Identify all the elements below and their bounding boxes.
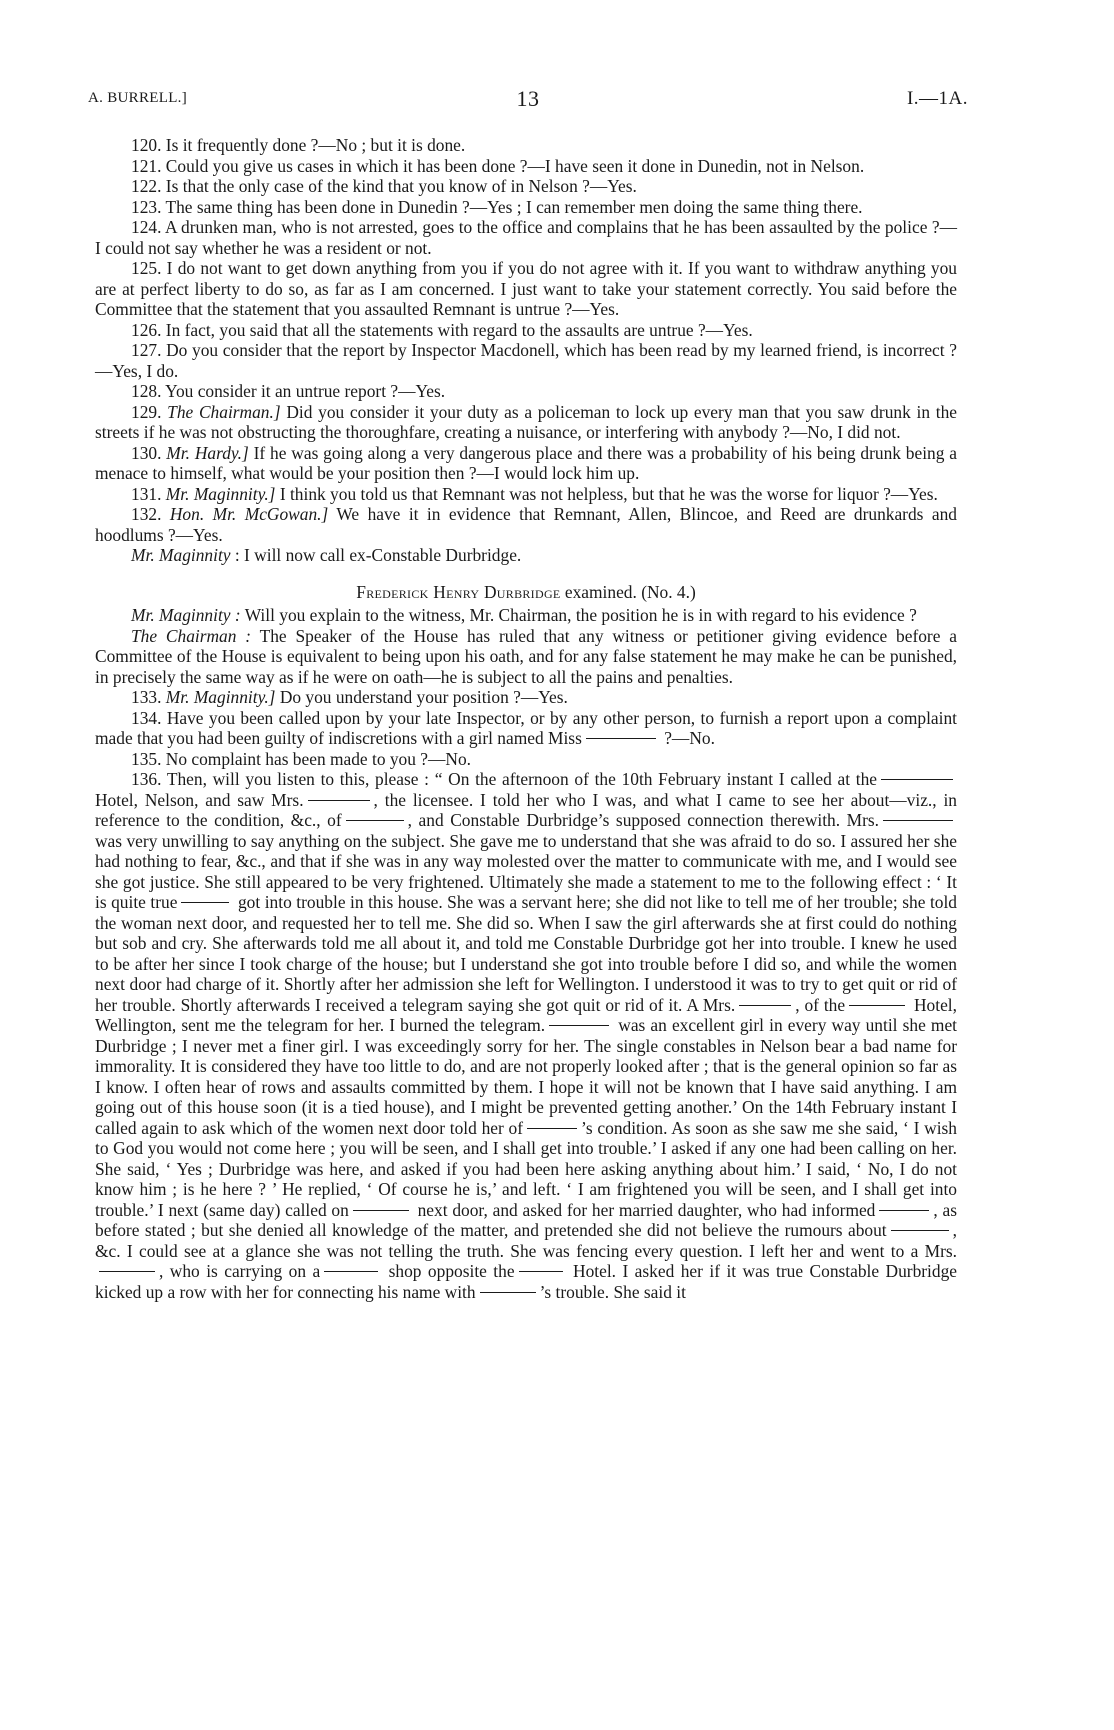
redaction-dash xyxy=(849,1005,905,1006)
question-136 xyxy=(95,769,957,1302)
question-127: 127. Do you consider that the report by Inspector Macdonell, which has been read by my learned friend, is incorrect ?—Yes, I do. xyxy=(95,340,957,381)
explain-statement xyxy=(95,605,957,626)
redaction-dash xyxy=(739,1005,791,1006)
call-witness xyxy=(95,545,957,566)
question-number: 131. xyxy=(131,483,162,504)
question-132 xyxy=(95,504,957,545)
redaction-dash xyxy=(308,800,370,801)
question-131 xyxy=(95,484,957,505)
redaction-dash xyxy=(519,1271,563,1272)
speaker-name: The Chairman.] xyxy=(167,401,281,422)
statement-text: , as before stated ; but she denied all knowledge of the matter, and pretended she did not believe the rumours about xyxy=(95,1199,957,1240)
statement-text: , who is carrying on a xyxy=(159,1261,321,1281)
question-126: 126. In fact, you said that all the statements with regard to the assaults are untrue ?—Yes. xyxy=(131,319,753,340)
redaction-dash xyxy=(346,820,404,821)
question-number: 130. xyxy=(131,442,162,463)
question-text: We have it in evidence that Remnant, Allen, Blincoe, and Reed are drunkards and hoodlums ?—Yes. xyxy=(95,504,957,545)
witness-heading xyxy=(95,582,957,603)
statement-text: , &c. I could see at a glance she was not telling the truth. She was fencing every question. I left her and went to a Mrs. xyxy=(95,1220,957,1261)
document-body xyxy=(95,135,957,1302)
question-123: 123. The same thing has been done in Dunedin ?—Yes ; I can remember men doing the same thing there. xyxy=(131,196,863,217)
speaker-name: Mr. Maginnity.] xyxy=(165,687,276,707)
question-text: Do you understand your position ?—Yes. xyxy=(275,687,568,707)
question-133 xyxy=(95,687,957,708)
redaction-dash xyxy=(324,1271,378,1272)
redaction-dash xyxy=(881,779,953,780)
question-125: 125. I do not want to get down anything from you if you do not agree with it. If you want to withdraw anything you are at perfect liberty to do so, as far as I am concerned. I just want to take your statement correctly. You said before the Committee that the statement that you assaulted Remnant is untrue ?—Yes. xyxy=(95,258,957,319)
statement-text: shop opposite the xyxy=(382,1261,515,1281)
chairman-statement xyxy=(95,626,957,688)
statement-text: , and Constable Durbridge’s supposed connection therewith. Mrs. xyxy=(407,810,880,830)
question-122: 122. Is that the only case of the kind that you know of in Nelson ?—Yes. xyxy=(131,176,637,196)
redaction-dash xyxy=(480,1292,536,1293)
statement-text: next door, and asked for her married daughter, who had informed xyxy=(412,1199,876,1220)
speaker-name: Mr. Maginnity : xyxy=(131,605,241,625)
statement-text: , of the xyxy=(795,994,846,1015)
question-number: 133. xyxy=(131,687,162,707)
statement-text: Hotel, Nelson, and saw Mrs. xyxy=(95,789,304,810)
speaker-name: Hon. Mr. McGowan.] xyxy=(169,504,329,524)
redaction-dash xyxy=(99,1271,155,1272)
statement-text: Hotel. I asked her if it was true Constable Durbridge kicked up a row with her for connecting his name with xyxy=(95,1261,958,1302)
question-text: Did you consider it your duty as a policeman to lock up every man that you saw drunk in the streets if he was not obstructing the thoroughfare, creating a nuisance, or interfering with anybody ?—No, I did not. xyxy=(95,401,957,442)
page-header xyxy=(88,86,968,116)
question-number: 132. xyxy=(131,504,162,524)
document-reference: I.—1A. xyxy=(906,88,968,109)
witness-heading-rest: examined. (No. 4.) xyxy=(560,581,696,602)
question-134 xyxy=(95,708,957,749)
question-text: I think you told us that Remnant was not helpless, but that he was the worse for liquor ?—Yes. xyxy=(275,483,938,504)
question-text: 134. Have you been called upon by your late Inspector, or by any other person, to furnish a report upon a complaint made that you had been guilty of indiscretions with a girl named Miss xyxy=(95,707,957,748)
question-130 xyxy=(95,443,957,484)
statement-text: , the licensee. I told her who I was, and what I came to see her about—viz., in reference to the condition, &c., of xyxy=(95,789,958,830)
question-124: 124. A drunken man, who is not arrested, goes to the office and complains that he has been assaulted by the police ?—I could not say whether he was a resident or not. xyxy=(95,217,957,258)
question-128: 128. You consider it an untrue report ?—Yes. xyxy=(131,381,446,401)
question-120: 120. Is it frequently done ?—No ; but it is done. xyxy=(131,135,466,155)
statement-text: Will you explain to the witness, Mr. Chairman, the position he is in with regard to his evidence ? xyxy=(240,605,917,625)
redaction-dash xyxy=(353,1210,409,1211)
question-121: 121. Could you give us cases in which it has been done ?—I have seen it done in Dunedin, not in Nelson. xyxy=(131,155,865,176)
statement-text: : I will now call ex-Constable Durbridge. xyxy=(230,545,522,565)
statement-text: ’s condition. As soon as she saw me she said, ‘ I wish to God you would not come here ; you will be seen, and I shall get into trouble.’ I asked if any one had been calling on her. She said, ‘ Yes ; Durbridge was here, and asked if you had been here asking anything about him.’ I said, ‘ No, I do not know him ; is he here ? ’ He replied, ‘ Of course he is,’ and left. ‘ I am frightened you will be seen, and I shall get into trouble.’ I next (same day) called on xyxy=(95,1117,957,1220)
statement-text: was very unwilling to say anything on the subject. She gave me to understand that she was afraid to do so. I assured her she had nothing to fear, &c., and that if she was in any way molested over the matter to communicate with me, and I would see she got justice. She still appeared to be very frightened. Ultimately she made a statement to me to the following effect : ‘ It is quite true xyxy=(95,830,957,912)
statement-text: got into trouble in this house. She was a servant here; she did not like to tell me of her trouble; she told the woman next door, and requested her to tell me. She did so. When I saw the girl afterwards she at first could do nothing but sob and cry. She afterwards told me all about it, and told me Constable Durbridge got her into trouble. I knew he used to be after her since I took charge of the house; but I understand she got into trouble before I did so, and while the women next door had charge of it. Shortly after her admission she left for Wellington. I understood it was to try to get quit or rid of her trouble. Shortly afterwards I received a telegram saying she got quit or rid of it. A Mrs. xyxy=(95,892,958,1015)
speaker-name: Mr. Maginnity xyxy=(131,545,231,565)
redaction-dash xyxy=(181,902,229,903)
question-number: 129. xyxy=(131,401,162,422)
header-witness-name: A. BURRELL.] xyxy=(88,90,188,106)
question-129 xyxy=(95,402,957,443)
redaction-dash xyxy=(891,1230,949,1231)
page-number: 13 xyxy=(516,86,540,111)
redaction-dash xyxy=(549,1025,609,1026)
witness-name: Frederick Henry Durbridge xyxy=(356,581,561,602)
question-text: If he was going along a very dangerous place and there was a probability of his being drunk being a menace to himself, what would be your position then ?—I would lock him up. xyxy=(95,442,958,483)
statement-text: 136. Then, will you listen to this, please : “ On the afternoon of the 10th February instant I called at the xyxy=(131,769,877,789)
redaction-dash xyxy=(527,1128,577,1129)
speaker-name: Mr. Hardy.] xyxy=(166,442,249,463)
statement-text: Hotel, Wellington, sent me the telegram for her. I burned the telegram. xyxy=(95,994,957,1035)
statement-text: was an excellent girl in every way until she met Durbridge ; I never met a finer girl. I was exceedingly sorry for her. The single constables in Nelson bear a bad name for immorality. It is considered they have too little to do, and are not properly looked after ; that is the general opinion so far as I know. I often hear of rows and assaults committed by them. I hope it will not be known that I have said anything. I am going out of this house soon (it is a tied house), and I might be prevented getting another.’ On the 14th February instant I called again to ask which of the women next door told her of xyxy=(95,1015,957,1138)
speaker-name: The Chairman : xyxy=(131,625,252,646)
answer-text: ?—No. xyxy=(659,728,715,748)
redaction-dash xyxy=(883,820,953,821)
statement-text: The Speaker of the House has ruled that any witness or petitioner giving evidence before a Committee of the House is equivalent to being upon his oath, and for any false statement he may make he can be punished, in precisely the same way as if he were on oath—he is subject to all the pains and penalties. xyxy=(95,625,957,687)
question-135: 135. No complaint has been made to you ?—No. xyxy=(131,748,472,769)
speaker-name: Mr. Maginnity.] xyxy=(165,483,276,504)
redaction-dash xyxy=(586,738,656,739)
redaction-dash xyxy=(879,1210,929,1211)
statement-text: ’s trouble. She said it xyxy=(539,1281,686,1302)
